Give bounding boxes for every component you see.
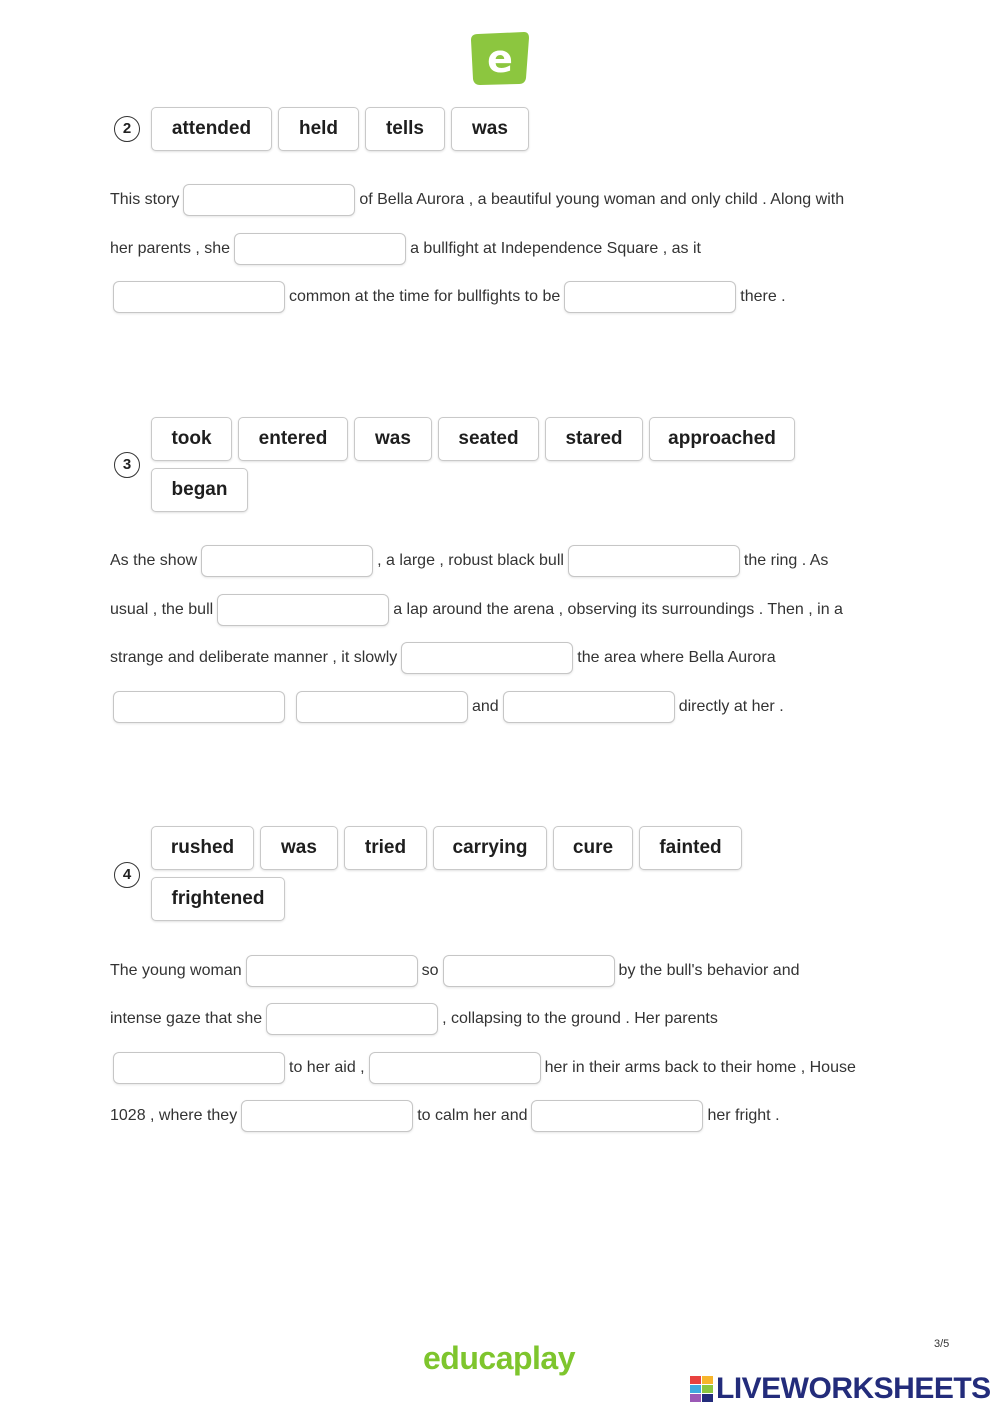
sentence-line: common at the time for bullfights to be there . (110, 279, 890, 315)
answer-blank[interactable] (217, 594, 389, 626)
answer-blank[interactable] (568, 545, 740, 577)
answer-blank[interactable] (531, 1100, 703, 1132)
sentence-line: This story of Bella Aurora , a beautiful young woman and only child . Along with (110, 182, 890, 218)
exercise-number: 4 (114, 862, 140, 888)
word-chip[interactable]: seated (438, 417, 539, 461)
word-chip[interactable]: carrying (433, 826, 547, 870)
answer-blank[interactable] (113, 1052, 285, 1084)
sentence-line: and directly at her . (110, 689, 890, 725)
answer-blank[interactable] (296, 691, 468, 723)
answer-blank[interactable] (113, 281, 285, 313)
answer-blank[interactable] (241, 1100, 413, 1132)
exercise-number: 2 (114, 116, 140, 142)
liveworksheets-wordmark: LIVEWORKSHEETS (716, 1372, 991, 1405)
page-indicator: 3/5 (934, 1338, 950, 1350)
answer-blank[interactable] (113, 691, 285, 723)
word-chip[interactable]: was (354, 417, 432, 461)
sentence-line: The young woman so by the bull's behavior and (110, 953, 890, 989)
word-chip[interactable]: began (151, 468, 248, 512)
educaplay-logo-icon (470, 30, 530, 86)
answer-blank[interactable] (201, 545, 373, 577)
svg-text:e: e (487, 37, 513, 81)
answer-blank[interactable] (234, 233, 406, 265)
answer-blank[interactable] (401, 642, 573, 674)
word-chip[interactable]: frightened (151, 877, 285, 921)
word-chip[interactable]: entered (238, 417, 348, 461)
answer-blank[interactable] (503, 691, 675, 723)
sentence-line: her parents , she a bullfight at Independence Square , as it (110, 231, 890, 267)
word-chip[interactable]: held (278, 107, 359, 151)
answer-blank[interactable] (266, 1003, 438, 1035)
word-chip[interactable]: attended (151, 107, 272, 151)
sentence-line: to her aid , her in their arms back to their home , House (110, 1050, 890, 1086)
word-chip[interactable]: tells (365, 107, 445, 151)
sentence-line: As the show , a large , robust black bull the ring . As (110, 543, 890, 579)
liveworksheets-blocks-icon (690, 1376, 714, 1404)
answer-blank[interactable] (564, 281, 736, 313)
sentence-line: 1028 , where they to calm her and her fright . (110, 1098, 890, 1134)
exercise-number: 3 (114, 452, 140, 478)
sentence-line: usual , the bull a lap around the arena , observing its surroundings . Then , in a (110, 592, 890, 628)
word-chip[interactable]: stared (545, 417, 643, 461)
educaplay-wordmark: educaplay (423, 1340, 576, 1376)
sentence-line: strange and deliberate manner , it slowly the area where Bella Aurora (110, 640, 890, 676)
word-chip[interactable]: was (260, 826, 338, 870)
word-chip[interactable]: rushed (151, 826, 254, 870)
word-chip[interactable]: cure (553, 826, 633, 870)
sentence-line: intense gaze that she , collapsing to the ground . Her parents (110, 1001, 890, 1037)
word-chip[interactable]: took (151, 417, 232, 461)
word-chip[interactable]: fainted (639, 826, 742, 870)
word-chip[interactable]: was (451, 107, 529, 151)
word-chip[interactable]: tried (344, 826, 427, 870)
answer-blank[interactable] (443, 955, 615, 987)
word-chip[interactable]: approached (649, 417, 795, 461)
answer-blank[interactable] (369, 1052, 541, 1084)
answer-blank[interactable] (246, 955, 418, 987)
answer-blank[interactable] (183, 184, 355, 216)
